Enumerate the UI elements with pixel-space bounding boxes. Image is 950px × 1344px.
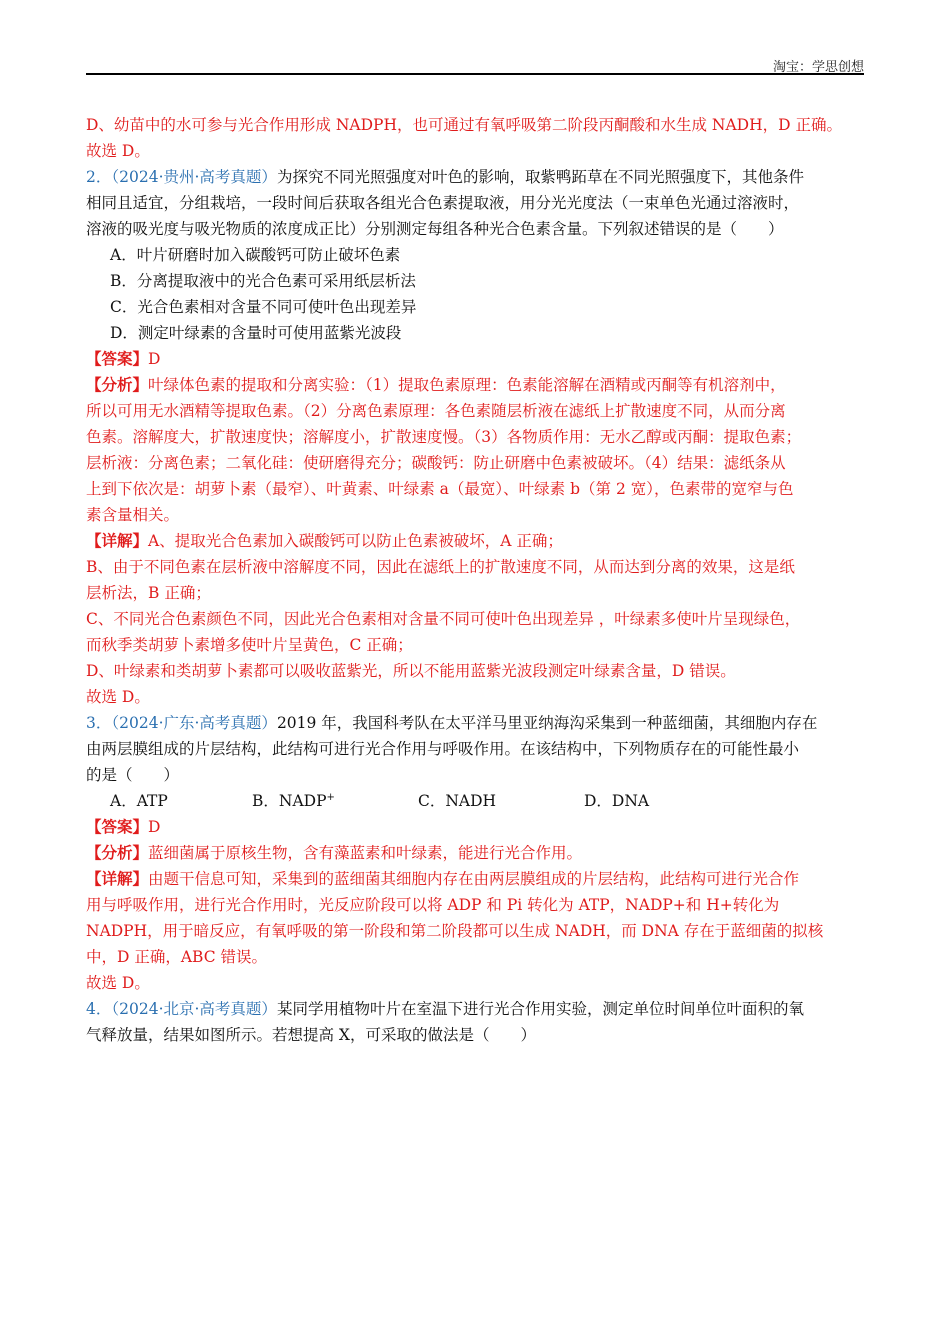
header-rule (86, 73, 864, 75)
q3-stem-line (86, 710, 868, 736)
q3-detail-line: 用与呼吸作用，进行光合作用时，光反应阶段可以将 ADP 和 Pi 转化为 ATP，NADP+和 H+转化为 (86, 896, 780, 914)
q3-answer-tag: 【答案】 (86, 817, 149, 836)
q3-option-c: C．NADH (418, 792, 497, 810)
q3-stem-line: 由两层膜组成的片层结构，此结构可进行光合作用与呼吸作用。在该结构中，下列物质存在的可能性最小 (86, 740, 800, 758)
q3-option-b-text: B．NADP (252, 792, 327, 810)
page-header (86, 56, 864, 74)
prev-detail-line: D、幼苗中的水可参与光合作用形成 NADPH，也可通过有氧呼吸第二阶段丙酮酸和水生成 NADH，D 正确。 (86, 116, 842, 134)
q2-stem-line (86, 164, 868, 190)
q2-analysis-line (86, 372, 868, 398)
q2-analysis-line: 层析液：分离色素；二氧化硅：使研磨得充分；碳酸钙：防止研磨中色素被破坏。（4）结果：滤纸条从 (86, 454, 786, 472)
q4-stem-text: 某同学用植物叶片在室温下进行光合作用实验，测定单位时间单位叶面积的氧 (276, 1000, 804, 1018)
document-body (86, 112, 868, 1048)
q2-analysis-text: 叶绿体色素的提取和分离实验：（1）提取色素原理：色素能溶解在酒精或丙酮等有机溶剂中， (148, 376, 786, 394)
q2-detail-line: 层析法，B 正确； (86, 584, 211, 602)
q3-option-a: A．ATP (110, 792, 168, 810)
q2-detail-tag: 【详解】 (86, 531, 149, 550)
q3-conclusion: 故选 D。 (86, 974, 150, 992)
q2-stem-line: 溶液的吸光度与吸光物质的浓度成正比）分别测定每组各种光合色素含量。下列叙述错误的是（ ） (86, 220, 784, 238)
q2-source: （2024·贵州·高考真题） (111, 168, 277, 186)
q2-number: 2． (86, 168, 112, 186)
q2-analysis-line: 上到下依次是：胡萝卜素（最窄）、叶黄素、叶绿素 a（最宽）、叶绿素 b（第 2 宽），色素带的宽窄与色 (86, 480, 794, 498)
prev-conclusion: 故选 D。 (86, 142, 150, 160)
q3-analysis-text: 蓝细菌属于原核生物，含有藻蓝素和叶绿素，能进行光合作用。 (148, 844, 583, 862)
q3-options (86, 788, 868, 814)
q2-conclusion: 故选 D。 (86, 688, 150, 706)
q3-stem-text: 2019 年，我国科考队在太平洋马里亚纳海沟采集到一种蓝细菌，其细胞内存在 (276, 714, 818, 732)
q2-answer-value: D (148, 350, 161, 368)
q3-stem-line: 的是（ ） (86, 766, 180, 784)
q2-detail-line: B、由于不同色素在层析液中溶解度不同，因此在滤纸上的扩散速度不同，从而达到分离的效果，这是纸 (86, 558, 795, 576)
header-text: 淘宝：学思创想 (772, 60, 864, 75)
q3-answer-value: D (148, 818, 161, 836)
q4-stem-line: 气释放量，结果如图所示。若想提高 X，可采取的做法是（ ） (86, 1026, 536, 1044)
q3-detail-line (86, 866, 868, 892)
q2-stem-line: 相同且适宜，分组栽培，一段时间后获取各组光合色素提取液，用分光光度法（一束单色光通过溶液时， (86, 194, 800, 212)
q3-analysis-tag: 【分析】 (86, 843, 149, 862)
q2-analysis-line: 素含量相关。 (86, 506, 180, 524)
q3-detail-text: 由题干信息可知，采集到的蓝细菌其细胞内存在由两层膜组成的片层结构，此结构可进行光合作 (148, 870, 800, 888)
q2-answer (86, 346, 868, 372)
q4-stem-line (86, 996, 868, 1022)
q2-detail-line (86, 528, 868, 554)
q2-analysis-tag: 【分析】 (86, 375, 149, 394)
q2-option-d: D．测定叶绿素的含量时可使用蓝紫光波段 (110, 324, 402, 342)
q3-detail-tag: 【详解】 (86, 869, 149, 888)
q3-option-b (252, 788, 418, 814)
q3-number: 3． (86, 714, 112, 732)
q3-detail-line: 中，D 正确，ABC 错误。 (86, 948, 268, 966)
q3-answer (86, 814, 868, 840)
q2-detail-line: D、叶绿素和类胡萝卜素都可以吸收蓝紫光，所以不能用蓝紫光波段测定叶绿素含量，D 错误。 (86, 662, 736, 680)
q3-analysis-line (86, 840, 868, 866)
q2-analysis-line: 所以可用无水酒精等提取色素。（2）分离色素原理：各色素随层析液在滤纸上扩散速度不同，从而分离 (86, 402, 786, 420)
q2-analysis-line: 色素。溶解度大，扩散速度快；溶解度小，扩散速度慢。（3）各物质作用：无水乙醇或丙酮：提取色素； (86, 428, 802, 446)
q2-option-b: B．分离提取液中的光合色素可采用纸层析法 (110, 272, 416, 290)
q2-answer-tag: 【答案】 (86, 349, 149, 368)
q4-number: 4． (86, 1000, 112, 1018)
q2-detail-text: A、提取光合色素加入碳酸钙可以防止色素被破坏，A 正确； (148, 532, 563, 550)
q2-detail-line: C、不同光合色素颜色不同，因此光合色素相对含量不同可使叶色出现差异 ，叶绿素多使叶片呈现绿色， (86, 610, 801, 628)
q2-option-c: C．光合色素相对含量不同可使叶色出现差异 (110, 298, 417, 316)
q4-source: （2024·北京·高考真题） (111, 1000, 277, 1018)
q3-detail-line: NADPH，用于暗反应，有氧呼吸的第一阶段和第二阶段都可以生成 NADH，而 DNA 存在于蓝细菌的拟核 (86, 922, 824, 940)
q3-source: （2024·广东·高考真题） (111, 714, 277, 732)
q2-stem-text: 为探究不同光照强度对叶色的影响，取紫鸭跖草在不同光照强度下，其他条件 (276, 168, 804, 186)
q3-option-d: D．DNA (584, 792, 650, 810)
q2-option-a: A．叶片研磨时加入碳酸钙可防止破坏色素 (110, 246, 401, 264)
q2-detail-line: 而秋季类胡萝卜素增多使叶片呈黄色，C 正确； (86, 636, 413, 654)
q3-option-b-sup: + (326, 791, 335, 803)
